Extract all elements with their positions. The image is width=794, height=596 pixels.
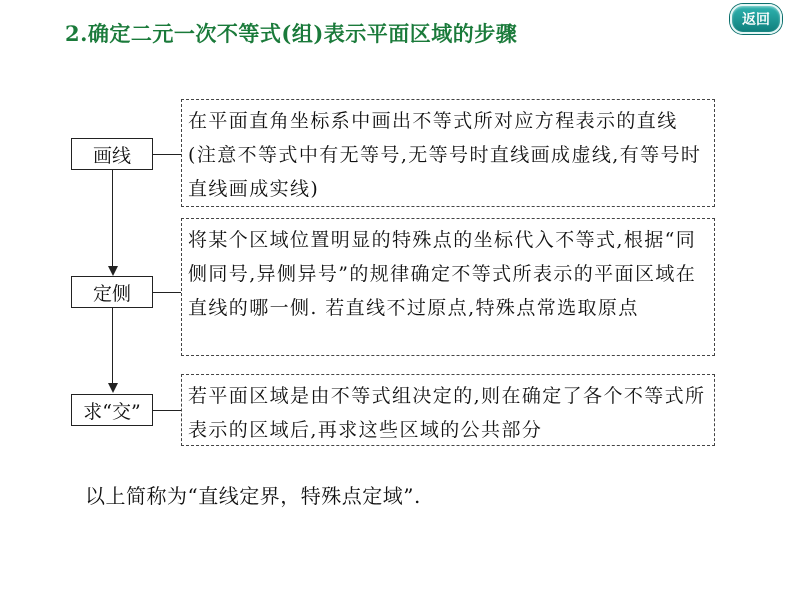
step-box-determine-side: 定侧 xyxy=(71,276,153,308)
flow-arrow-line xyxy=(112,170,113,268)
step-box-draw-line: 画线 xyxy=(71,138,153,170)
step-box-intersection: 求“交” xyxy=(71,394,153,426)
step-description-determine-side: 将某个区域位置明显的特殊点的坐标代入不等式,根据“同侧同号,异侧异号”的规律确定不等式所表示的平面区域在直线的哪一侧. 若直线不过原点,特殊点常选取原点 xyxy=(181,218,715,356)
step-description-draw-line: 在平面直角坐标系中画出不等式所对应方程表示的直线(注意不等式中有无等号,无等号时直线画成虚线,有等号时直线画成实线) xyxy=(181,99,715,207)
arrowhead-down-icon xyxy=(108,383,118,393)
page-title: 2.确定二元一次不等式(组)表示平面区域的步骤 xyxy=(65,21,518,46)
connector-line xyxy=(153,410,181,411)
connector-line xyxy=(153,292,181,293)
step-description-intersection: 若平面区域是由不等式组决定的,则在确定了各个不等式所表示的区域后,再求这些区域的公共部分 xyxy=(181,374,715,446)
back-button[interactable]: 返回 xyxy=(730,4,782,34)
connector-line xyxy=(153,154,181,155)
flow-arrow-line xyxy=(112,308,113,384)
summary-text: 以上简称为“直线定界，特殊点定域”. xyxy=(85,484,421,508)
arrowhead-down-icon xyxy=(108,266,118,276)
